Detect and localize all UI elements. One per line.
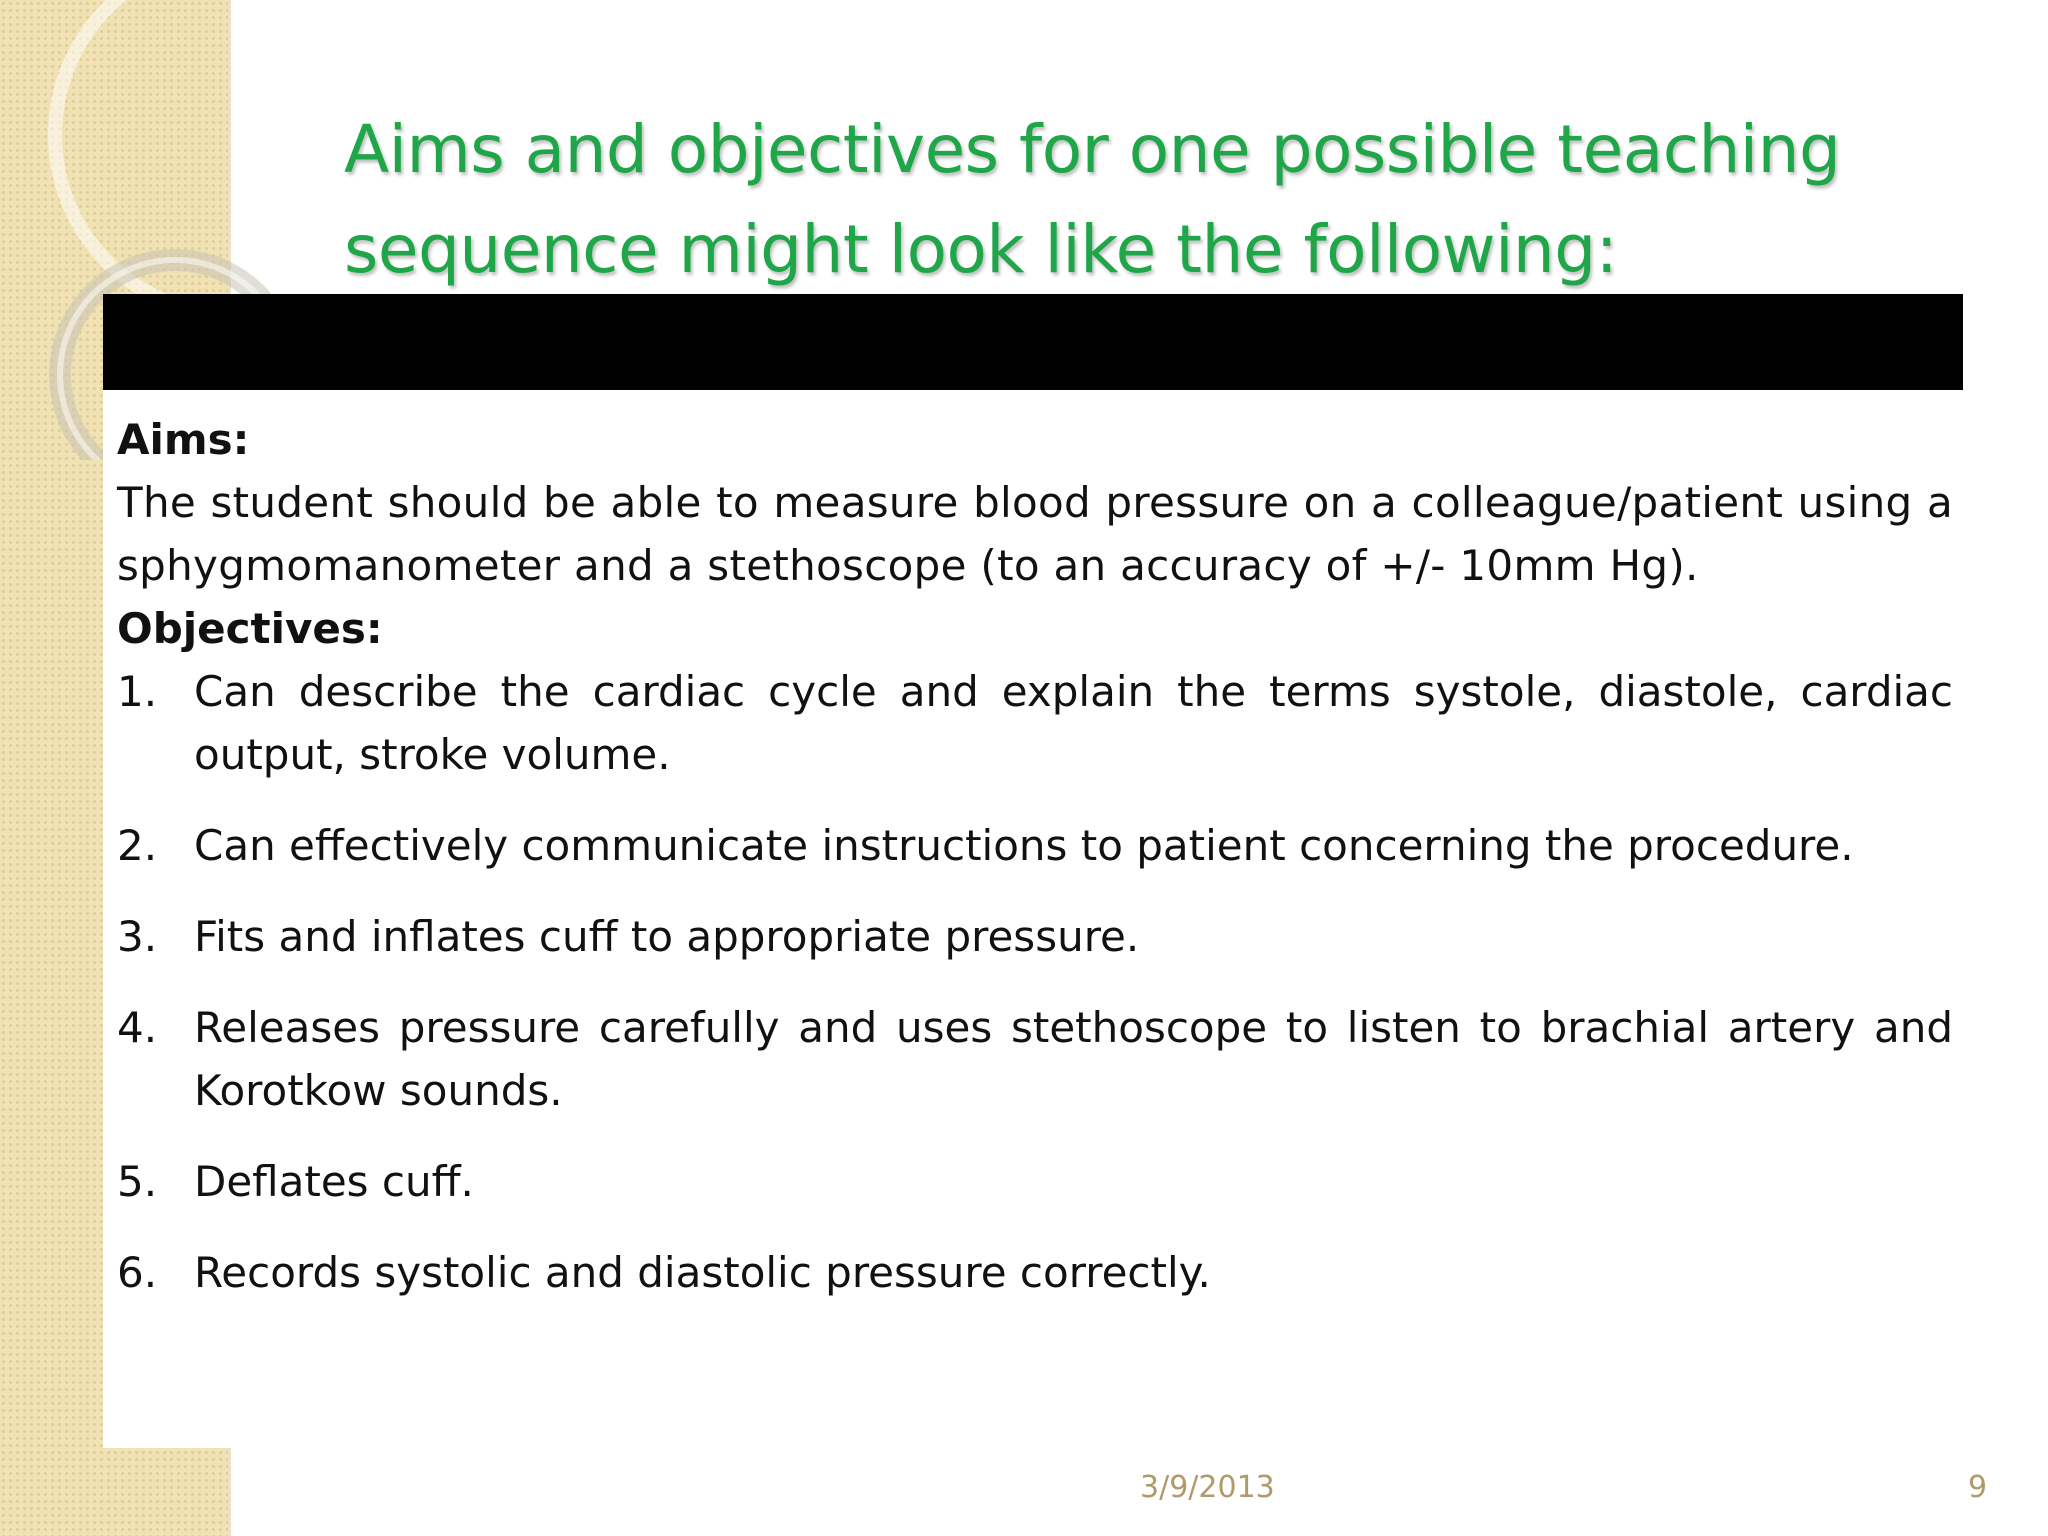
aims-heading: Aims: — [117, 415, 250, 464]
objective-item — [117, 1150, 1953, 1213]
objective-number: 6. — [117, 1248, 158, 1297]
objective-number: 4. — [117, 1003, 158, 1052]
objective-item — [117, 814, 1953, 877]
objective-item — [117, 1241, 1953, 1304]
content-box — [103, 390, 1963, 1448]
title-line-1: Aims and objectives for one possible teaching — [344, 111, 1841, 188]
objective-item — [117, 905, 1953, 968]
objective-number: 5. — [117, 1157, 158, 1206]
objective-text: Releases pressure carefully and uses stethoscope to listen to brachial artery and Korotkow sounds. — [194, 1003, 1953, 1115]
objective-number: 3. — [117, 912, 158, 961]
objective-text: Fits and inflates cuff to appropriate pressure. — [194, 912, 1140, 961]
objective-text: Records systolic and diastolic pressure correctly. — [194, 1248, 1211, 1297]
aims-text: The student should be able to measure blood pressure on a colleague/patient using a sphygmomanometer and a stethoscope (to an accuracy of +/- 10mm Hg). — [117, 478, 1953, 590]
objective-number: 1. — [117, 667, 158, 716]
slide-number: 9 — [1968, 1470, 1988, 1505]
footer-date: 3/9/2013 — [1140, 1470, 1275, 1505]
objectives-heading: Objectives: — [117, 604, 383, 653]
title-line-2: sequence might look like the following: — [344, 211, 1618, 288]
objective-text: Deflates cuff. — [194, 1157, 474, 1206]
objective-number: 2. — [117, 821, 158, 870]
objective-item — [117, 660, 1953, 786]
objective-item — [117, 996, 1953, 1122]
objective-text: Can describe the cardiac cycle and explain the terms systole, diastole, cardiac output, stroke volume. — [194, 667, 1953, 779]
objectives-list — [117, 660, 1953, 1304]
slide-title — [344, 100, 1984, 300]
objective-text: Can effectively communicate instructions to patient concerning the procedure. — [194, 821, 1854, 870]
black-header-bar — [103, 294, 1963, 390]
